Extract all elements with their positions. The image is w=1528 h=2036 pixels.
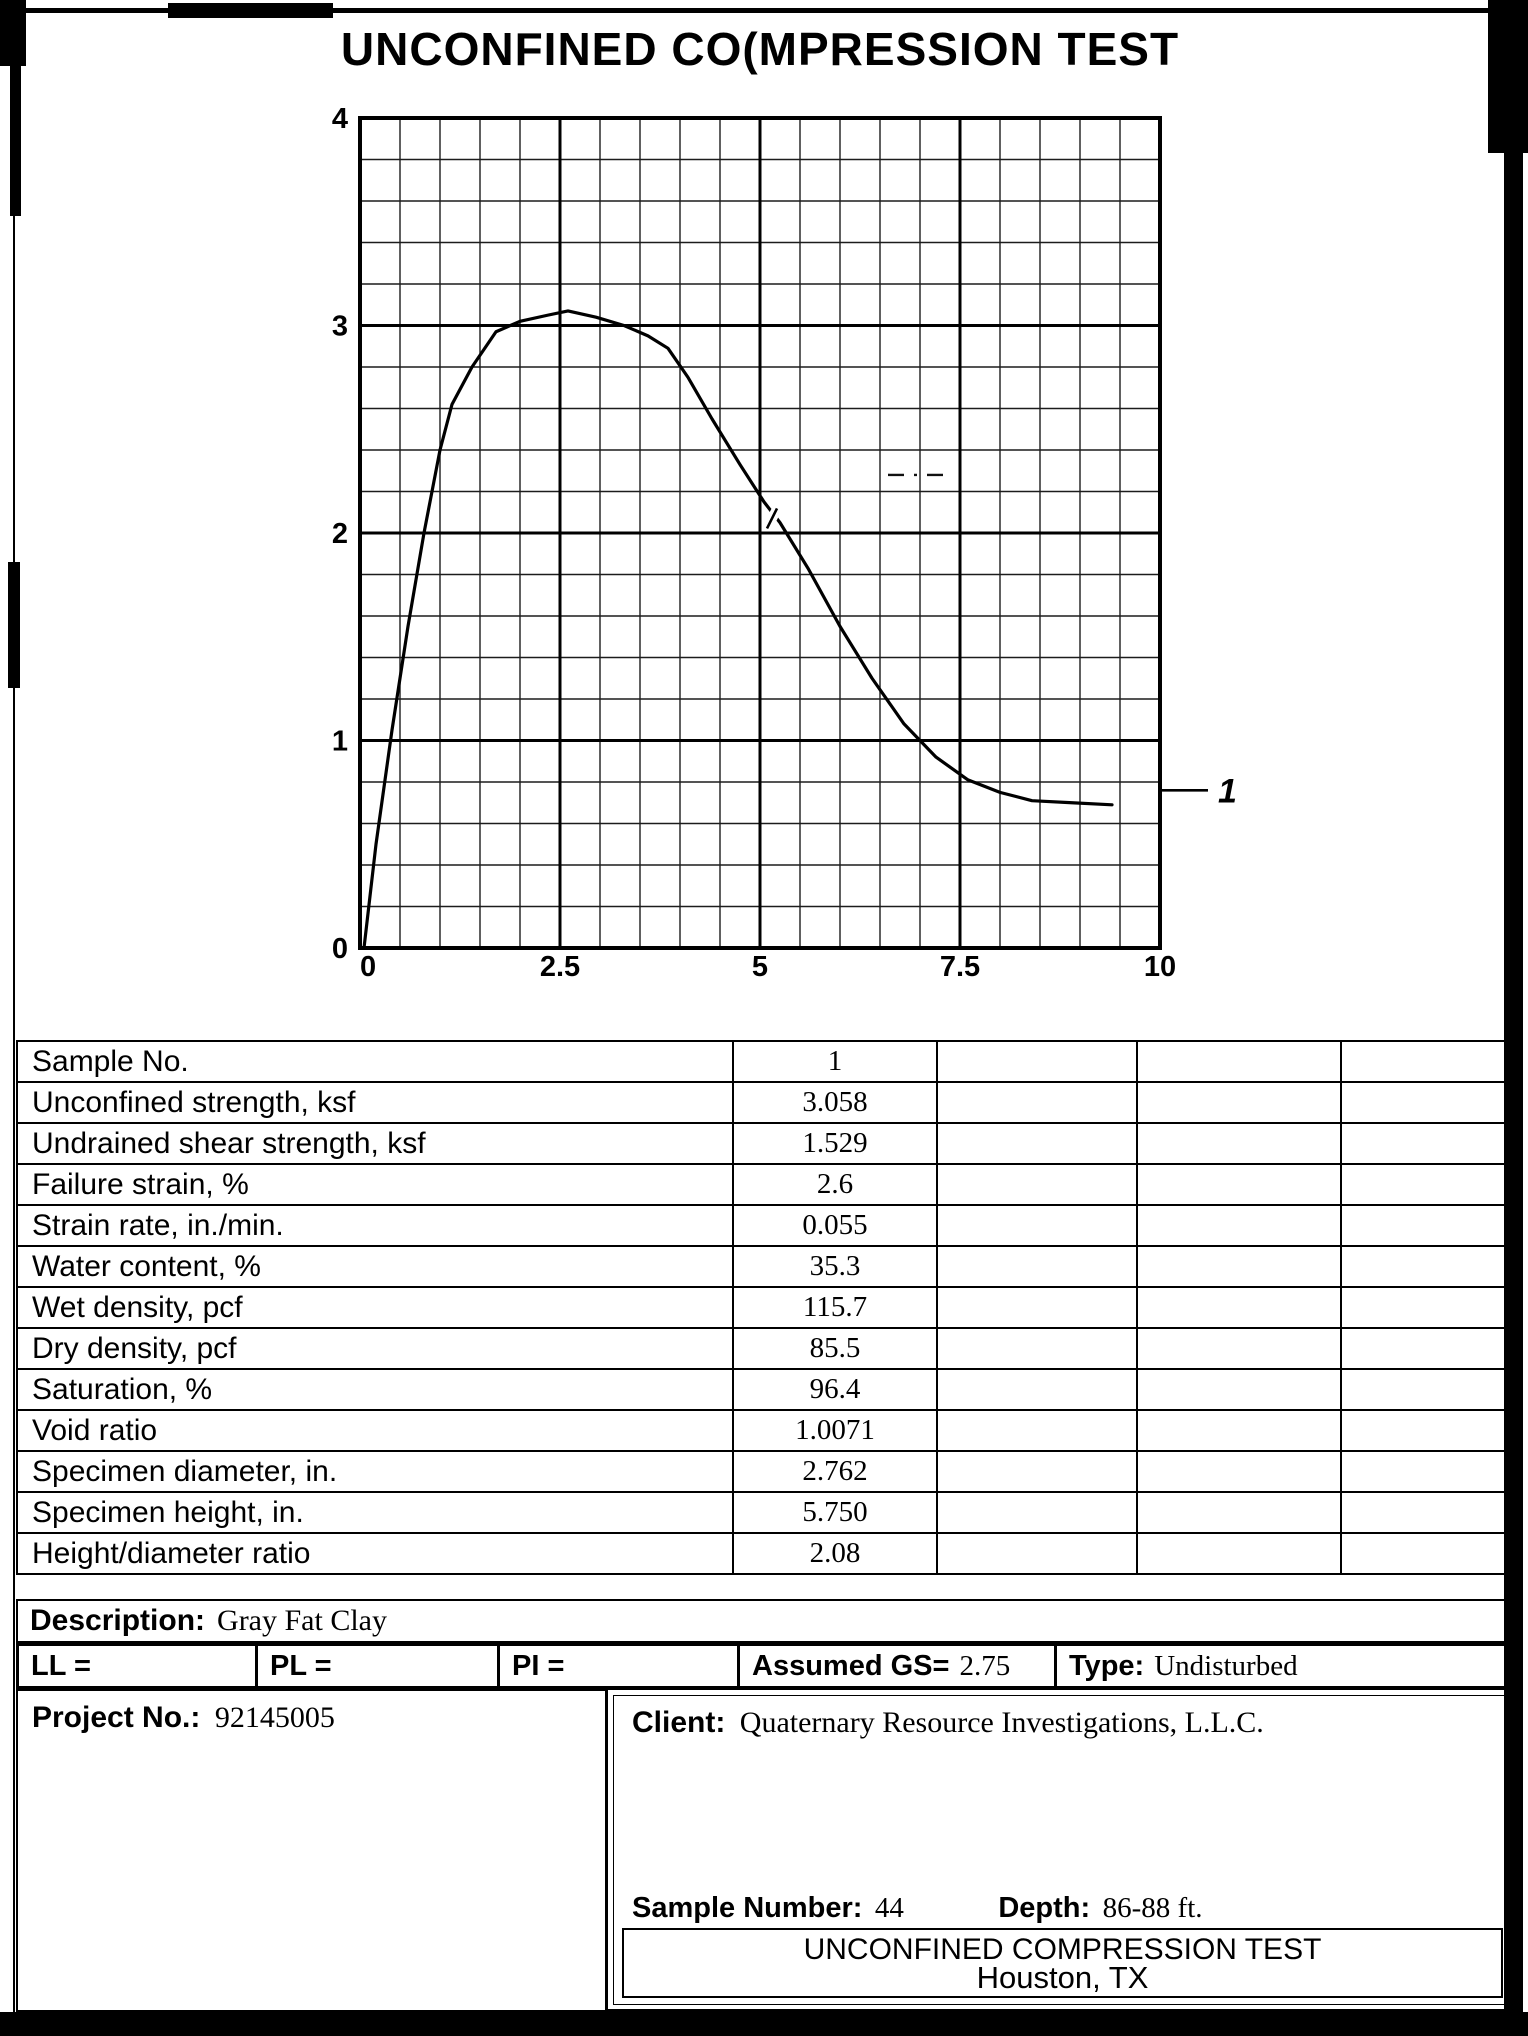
row-value: 115.7: [733, 1287, 937, 1328]
table-row: [17, 1123, 1521, 1164]
pi-label: PI =: [512, 1649, 565, 1682]
svg-text:0: 0: [360, 951, 377, 983]
row-empty-cell: [1341, 1164, 1521, 1205]
row-label: Sample No.: [17, 1041, 733, 1082]
table-row: [17, 1369, 1521, 1410]
row-empty-cell: [1137, 1492, 1341, 1533]
row-empty-cell: [1137, 1041, 1341, 1082]
row-empty-cell: [1137, 1287, 1341, 1328]
title-block-test-name: UNCONFINED COMPRESSION TEST: [803, 1933, 1322, 1966]
pl-label: PL =: [270, 1649, 332, 1682]
row-empty-cell: [1341, 1328, 1521, 1369]
row-empty-cell: [937, 1410, 1137, 1451]
table-row: [17, 1205, 1521, 1246]
scan-top-blob: [168, 3, 333, 18]
scan-left-hairline: [13, 8, 15, 2012]
client-line: [632, 1706, 1264, 1740]
row-empty-cell: [1341, 1041, 1521, 1082]
pi-cell: [497, 1643, 740, 1689]
row-value: 0.055: [733, 1205, 937, 1246]
table-row: [17, 1164, 1521, 1205]
ll-label: LL =: [31, 1649, 91, 1682]
table-row: [17, 1082, 1521, 1123]
description-row: [16, 1599, 1520, 1643]
axis-tick-labels: [332, 103, 1176, 983]
pl-cell: [255, 1643, 500, 1689]
row-empty-cell: [1137, 1369, 1341, 1410]
row-empty-cell: [1341, 1451, 1521, 1492]
row-label: Dry density, pcf: [17, 1328, 733, 1369]
row-empty-cell: [1137, 1123, 1341, 1164]
scan-topright-blob: [1488, 0, 1528, 153]
svg-text:7.5: 7.5: [939, 951, 981, 983]
sample-number-label: Sample Number:: [632, 1892, 863, 1924]
index-properties-row: [16, 1643, 1520, 1689]
row-value: 35.3: [733, 1246, 937, 1287]
table-row: [17, 1246, 1521, 1287]
chart-scan-artifacts: [763, 475, 952, 529]
row-label: Height/diameter ratio: [17, 1533, 733, 1574]
type-cell: [1054, 1643, 1520, 1689]
row-empty-cell: [937, 1287, 1137, 1328]
type-label: Type:: [1069, 1649, 1145, 1682]
svg-text:3: 3: [331, 310, 348, 343]
assumed-gs-value: 2.75: [959, 1649, 1011, 1682]
row-label: Wet density, pcf: [17, 1287, 733, 1328]
row-label: Saturation, %: [17, 1369, 733, 1410]
row-empty-cell: [1341, 1492, 1521, 1533]
results-table-container: [16, 1040, 1522, 1575]
description-value: Gray Fat Clay: [217, 1604, 387, 1637]
table-row: [17, 1287, 1521, 1328]
project-box: [16, 1689, 607, 2012]
assumed-gs-cell: [737, 1643, 1057, 1689]
row-empty-cell: [1137, 1451, 1341, 1492]
row-value: 3.058: [733, 1082, 937, 1123]
table-row: [17, 1041, 1521, 1082]
row-empty-cell: [1137, 1328, 1341, 1369]
row-empty-cell: [937, 1451, 1137, 1492]
row-empty-cell: [937, 1205, 1137, 1246]
row-value: 1.0071: [733, 1410, 937, 1451]
sample-number-value: 44: [874, 1892, 904, 1924]
table-row: [17, 1410, 1521, 1451]
svg-text:10: 10: [1143, 951, 1177, 983]
row-label: Void ratio: [17, 1410, 733, 1451]
row-empty-cell: [937, 1041, 1137, 1082]
row-empty-cell: [1341, 1205, 1521, 1246]
table-row: [17, 1492, 1521, 1533]
scan-left-bar-mid: [8, 562, 20, 688]
row-value: 85.5: [733, 1328, 937, 1369]
row-empty-cell: [1341, 1410, 1521, 1451]
stress-strain-chart: [300, 85, 1260, 1000]
client-value: Quaternary Resource Investigations, L.L.C.: [739, 1706, 1264, 1739]
row-label: Unconfined strength, ksf: [17, 1082, 733, 1123]
table-row: [17, 1328, 1521, 1369]
row-empty-cell: [1137, 1164, 1341, 1205]
row-empty-cell: [1137, 1246, 1341, 1287]
scan-bottom-bar: [0, 2012, 1528, 2036]
table-row: [17, 1451, 1521, 1492]
svg-text:1: 1: [331, 725, 348, 758]
table-row: [17, 1533, 1521, 1574]
row-label: Specimen height, in.: [17, 1492, 733, 1533]
row-empty-cell: [937, 1533, 1137, 1574]
page-title: UNCONFINED CO(MPRESSION TEST: [340, 23, 1180, 75]
svg-text:4: 4: [331, 103, 348, 135]
row-empty-cell: [1137, 1082, 1341, 1123]
row-value: 2.08: [733, 1533, 937, 1574]
row-empty-cell: [937, 1328, 1137, 1369]
sample-depth-line: [632, 1892, 1203, 1925]
row-empty-cell: [1341, 1082, 1521, 1123]
svg-text:5: 5: [751, 951, 769, 983]
row-empty-cell: [1341, 1369, 1521, 1410]
project-label: Project No.:: [32, 1701, 201, 1734]
row-empty-cell: [1341, 1123, 1521, 1164]
svg-text:2: 2: [331, 518, 348, 550]
svg-text:1: 1: [1218, 772, 1237, 811]
row-label: Strain rate, in./min.: [17, 1205, 733, 1246]
client-box-inner-rule: [613, 1695, 1512, 2005]
row-empty-cell: [1137, 1205, 1341, 1246]
depth-label: Depth:: [998, 1892, 1091, 1924]
row-value: 2.6: [733, 1164, 937, 1205]
row-empty-cell: [937, 1123, 1137, 1164]
svg-text:2.5: 2.5: [539, 951, 581, 983]
title-block-location: Houston, TX: [976, 1960, 1149, 1995]
row-value: 1.529: [733, 1123, 937, 1164]
curve-number-annotation: [1162, 772, 1237, 810]
ll-cell: [16, 1643, 258, 1689]
project-value: 92145005: [214, 1701, 335, 1734]
row-empty-cell: [1137, 1533, 1341, 1574]
row-empty-cell: [1341, 1287, 1521, 1328]
row-label: Specimen diameter, in.: [17, 1451, 733, 1492]
row-empty-cell: [937, 1082, 1137, 1123]
client-box: [605, 1687, 1520, 2012]
results-table: [16, 1040, 1522, 1575]
row-label: Failure strain, %: [17, 1164, 733, 1205]
row-empty-cell: [1341, 1533, 1521, 1574]
description-label: Description:: [30, 1604, 206, 1637]
row-label: Undrained shear strength, ksf: [17, 1123, 733, 1164]
row-empty-cell: [937, 1492, 1137, 1533]
assumed-gs-label: Assumed GS=: [752, 1649, 950, 1682]
client-label: Client:: [632, 1706, 726, 1739]
row-label: Water content, %: [17, 1246, 733, 1287]
row-value: 2.762: [733, 1451, 937, 1492]
row-empty-cell: [1341, 1246, 1521, 1287]
row-empty-cell: [1137, 1410, 1341, 1451]
row-value: 96.4: [733, 1369, 937, 1410]
svg-text:0: 0: [331, 933, 348, 965]
scan-left-bar-top: [10, 8, 21, 216]
row-value: 5.750: [733, 1492, 937, 1533]
row-empty-cell: [937, 1369, 1137, 1410]
type-value: Undisturbed: [1154, 1649, 1298, 1682]
row-empty-cell: [937, 1164, 1137, 1205]
row-value: 1: [733, 1041, 937, 1082]
depth-value: 86-88 ft.: [1102, 1892, 1203, 1924]
title-block: [622, 1928, 1503, 1998]
row-empty-cell: [937, 1246, 1137, 1287]
